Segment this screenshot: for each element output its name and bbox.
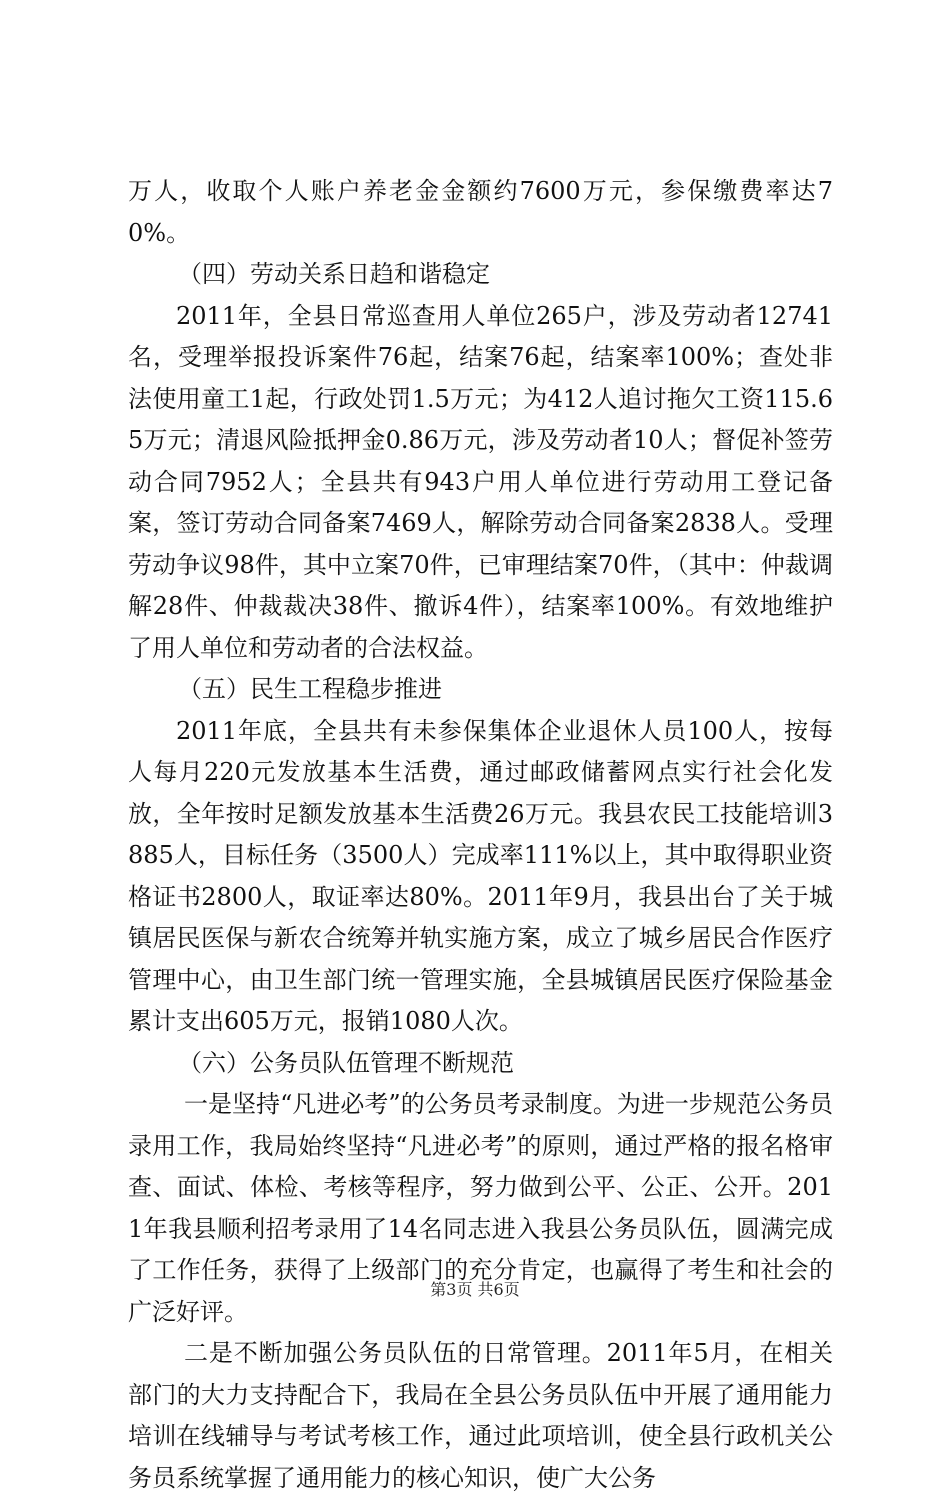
page-number-footer: 第3页 共6页 (430, 1280, 520, 1299)
paragraph-civil-servant-recruitment: 一是坚持“凡进必考”的公务员考录制度。为进一步规范公务员录用工作，我局始终坚持“凡进必考”的原则，通过严格的报名格审查、面试、体检、考核等程序，努力做到公平、公正、公开。2011年我县顺利招考录用了14名同志进入我县公务员队伍，圆满完成了工作任务，获得了上级部门的充分肯定，也赢得了考生和社会的广泛好评。 (128, 1090, 833, 1326)
section-heading-livelihood-projects: （五）民生工程稳步推进 (178, 675, 442, 703)
paragraph-labor-relations: 2011年，全县日常巡查用人单位265户，涉及劳动者12741名，受理举报投诉案件76起，结案76起，结案率100%；查处非法使用童工1起，行政处罚1.5万元；为412人追讨拖欠工资115.65万元；清退风险抵押金0.86万元，涉及劳动者10人；督促补签劳动合同7952人；全县共有943户用人单位进行劳动用工登记备案，签订劳动合同备案7469人，解除劳动合同备案2838人。受理劳动争议98件，其中立案70件，已审理结案70件，（其中：仲裁调解28件、仲裁裁决38件、撤诉4件），结案率100%。有效地维护了用人单位和劳动者的合法权益。 (128, 301, 833, 662)
section-heading-labor-relations: （四）劳动关系日趋和谐稳定 (178, 260, 490, 288)
paragraph-livelihood-projects: 2011年底，全县共有未参保集体企业退休人员100人，按每人每月220元发放基本生活费，通过邮政储蓄网点实行社会化发放，全年按时足额发放基本生活费26万元。我县农民工技能培训3885人，目标任务（3500人）完成率111%以上，其中取得职业资格证书2800人，取证率达80%。2011年9月，我县出台了关于城镇居民医保与新农合统筹并轨实施方案，成立了城乡居民合作医疗管理中心，由卫生部门统一管理实施，全县城镇居民医疗保险基金累计支出605万元，报销1080人次。 (128, 716, 833, 1035)
paragraph-civil-servant-management: 二是不断加强公务员队伍的日常管理。2011年5月，在相关部门的大力支持配合下，我局在全县公务员队伍中开展了通用能力培训在线辅导与考试考核工作，通过此项培训，使全县行政机关公务员系统掌握了通用能力的核心知识，使广大公务 (128, 1339, 833, 1492)
paragraph-continuation: 万人，收取个人账户养老金金额约7600万元，参保缴费率达70%。 (128, 177, 833, 247)
section-heading-civil-servants: （六）公务员队伍管理不断规范 (178, 1048, 514, 1077)
